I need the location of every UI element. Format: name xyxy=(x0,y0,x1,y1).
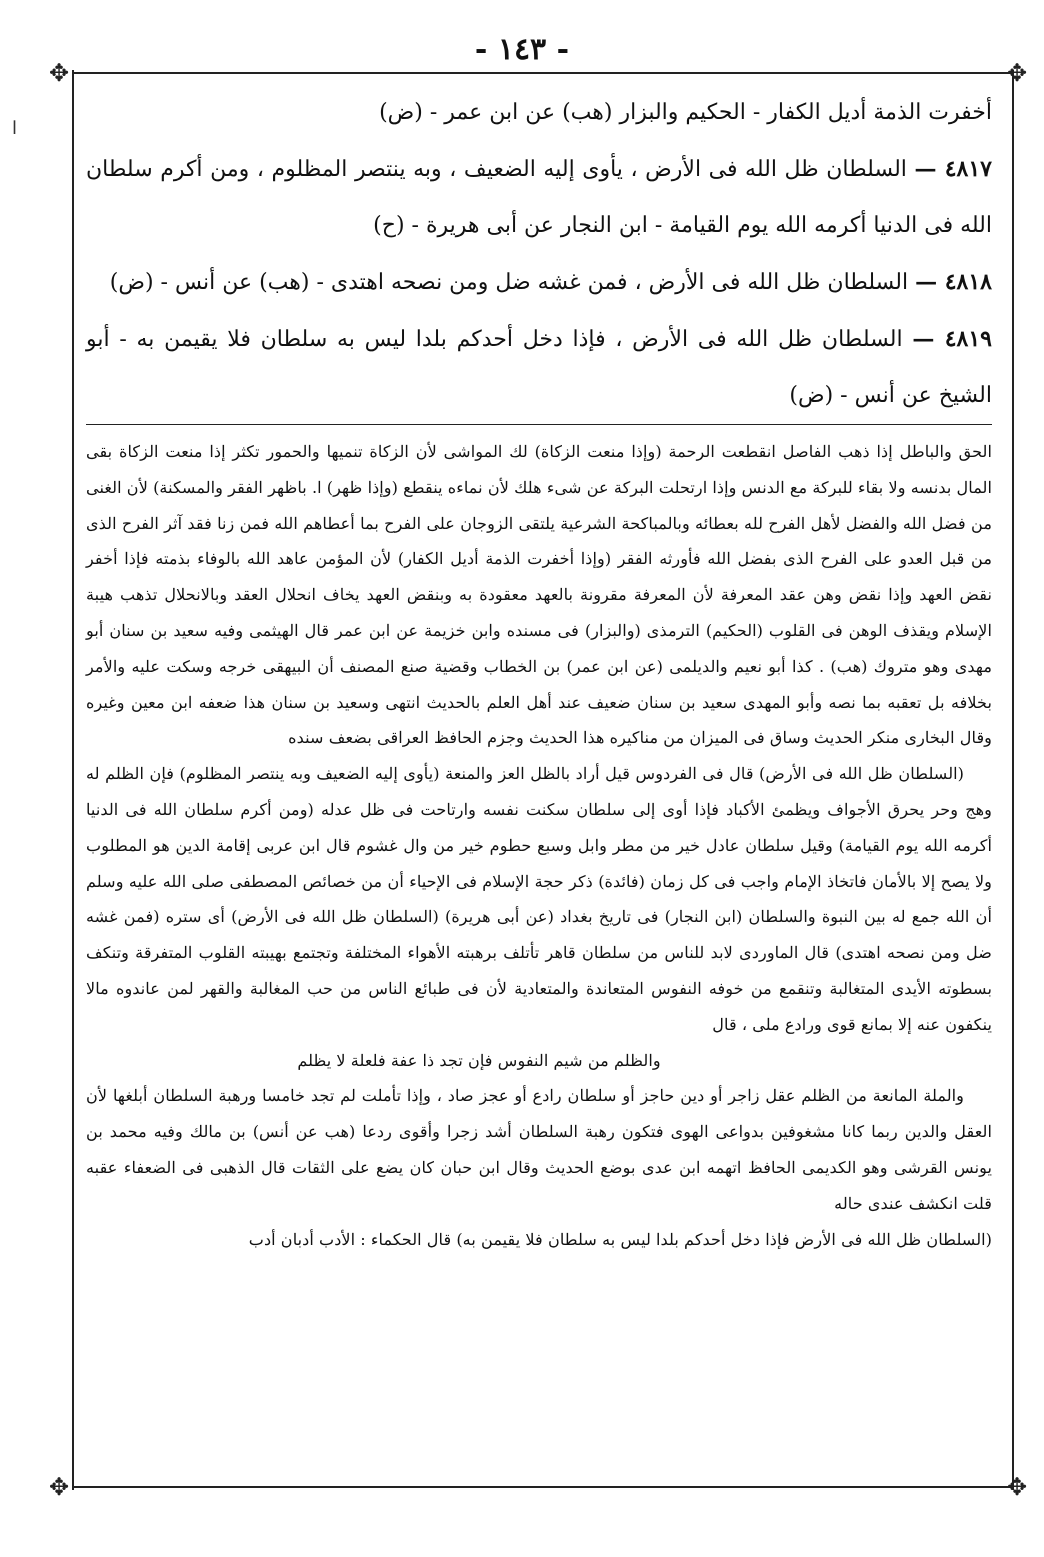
frame-top-rule xyxy=(72,72,1012,74)
hadith-text: السلطان ظل الله فى الأرض ، فمن غشه ضل ومن نصحه اهتدى - (هب) عن أنس - (ض) xyxy=(109,270,909,295)
hadith-text: السلطان ظل الله فى الأرض ، يأوى إليه الضعيف ، وبه ينتصر المظلوم ، ومن أكرم سلطان الله فى الدنيا أكرمه الله يوم القيامة - ابن النجار عن أبى هريرة - (ح) xyxy=(86,157,992,238)
hadith-section xyxy=(86,84,992,424)
frame-bottom-rule xyxy=(72,1486,1012,1488)
frame-right-rule xyxy=(1012,70,1014,1490)
ornament-bottom-right-icon: ✥ xyxy=(1006,1473,1028,1501)
hadith-number: ٤٨١٩ — xyxy=(912,326,992,352)
ornament-top-left-icon: ✥ xyxy=(48,59,70,87)
hadith-number: ٤٨١٨ — xyxy=(915,269,992,295)
hadith-entry xyxy=(86,311,992,424)
margin-mark: ا xyxy=(12,118,18,139)
commentary-paragraph: الحق والباطل إذا ذهب الفاصل انقطعت الرحمة (وإذا منعت الزكاة) لك المواشى لأن الزكاة تنميها والحمور تكثر إذا منعت الزكاة بقى المال بدنسه ولا بقاء للبركة مع الدنس وإذا ارتحلت البركة عن شىء هلك لأن نماءه ينقطع (وإذا ظهر) ا. باظهر الفقر والمسكنة) لأن الغنى من فضل الله والفضل لأهل الفرح لله بعطائه وبالمباكحة الشرعية يلتقى الزوجان على الفرح بما أعطاهم الله فمن زنا فقد آثر الفرح الذى من قبل العدو على الفرح الذى بفضل الله فأورثه الفقر (وإذا أخفرت الذمة أديل الكفار) لأن المؤمن عاهد الله بالوفاء بذمته فإذا أخفر نقض العهد وإذا نقض وهن عقد المعرفة لأن المعرفة مقرونة بالعهد معقودة به وبنقض العهد يخاف انحلال العقد وبالانحلال تذهب هيبة الإسلام ويقذف الوهن فى القلوب (الحكيم) الترمذى (والبزار) فى مسنده وابن خزيمة عن ابن عمر قال الهيثمى وفيه سعيد بن سنان أبو مهدى وهو متروك (هب) . كذا أبو نعيم والديلمى (عن ابن عمر) بن الخطاب وقضية صنع المصنف أن البيهقى خرجه وسكت عليه والأمر بخلافه بل تعقبه بما نصه وأبو المهدى سعيد بن سنان ضعيف عند أهل العلم بالحديث انتهى وسعيد بن سنان هذا ضعفه ابن معين وغيره وقال البخارى منكر الحديث وساق فى الميزان من مناكيره هذا الحديث وجزم الحافظ العراقى بضعف سنده xyxy=(86,442,992,748)
commentary-section xyxy=(86,434,992,1257)
hadith-text: أخفرت الذمة أديل الكفار - الحكيم والبزار (هب) عن ابن عمر - (ض) xyxy=(379,100,992,125)
hadith-entry xyxy=(86,254,992,311)
ornament-bottom-left-icon: ✥ xyxy=(48,1473,70,1501)
commentary-paragraph: (السلطان ظل الله فى الأرض فإذا دخل أحدكم بلدا ليس به سلطان فلا يقيمن به) قال الحكماء : الأدب أدبان أدب xyxy=(248,1229,992,1249)
poetry-verse: والظلم من شيم النفوس فإن تجد ذا عفة فلعلة لا يظلم xyxy=(297,1050,661,1070)
commentary-paragraph: (السلطان ظل الله فى الأرض) قال فى الفردوس قيل أراد بالظل العز والمنعة (يأوى إليه الضعيف وبه ينتصر المظلوم) فإن الظلم له وهج وحر يحرق الأجواف ويظمئ الأكباد فإذا أوى إلى سلطان سكنت نفسه وارتاحت فى ظل عدله (ومن أكرم سلطان الله فى الدنيا أكرمه الله يوم القيامة) وقيل سلطان عادل خير من مطر وابل وسبع حطوم خير من وال غشوم قال ابن عربى إقامة الدين هو المطلوب ولا يصح إلا بالأمان فاتخاذ الإمام واجب فى كل زمان (فائدة) ذكر حجة الإسلام فى الإحياء أن من خصائص المصطفى صلى الله عليه وسلم أن الله جمع له بين النبوة والسلطان (ابن النجار) فى تاريخ بغداد (عن أبى هريرة) (السلطان ظل الله فى الأرض) أى ستره (فمن غشه ضل ومن نصحه اهتدى) قال الماوردى لابد للناس من سلطان قاهر تأتلف برهبته الأهواء المختلفة وتجتمع بهيبته القلوب المتفرقة وتنكف بسطوته الأيدى المتغالبة وتنقمع من خوفه النفوس المتعاندة والمتعادية لأن فى طبائع الناس من حب المغالبة والقهر لمن عاندوه مالا ينكفون عنه إلا بمانع قوى ورادع ملى ، قال xyxy=(86,764,992,1034)
commentary-paragraph: والملة المانعة من الظلم عقل زاجر أو دين حاجز أو سلطان رادع أو عجز صاد ، وإذا تأملت لم تجد خامسا ورهبة السلطان أبلغها لأن العقل والدين ربما كانا مشغوفين بدواعى الهوى فتكون رهبة السلطان أشد زجرا وأقوى ردعا (هب عن أنس) بن مالك وفيه محمد بن يونس القرشى وهو الكديمى الحافظ اتهمه ابن عدى بوضع الحديث وقال ابن حبان كان يضع على الثقات قال الذهبى فى الضعفاء عقبه قلت انكشف عندى حاله xyxy=(86,1086,992,1213)
ornament-top-right-icon: ✥ xyxy=(1006,59,1028,87)
section-divider xyxy=(86,424,992,425)
hadith-number: ٤٨١٧ — xyxy=(914,156,992,182)
frame-left-rule xyxy=(72,70,74,1490)
hadith-text: السلطان ظل الله فى الأرض ، فإذا دخل أحدكم بلدا ليس به سلطان فلا يقيمن به - أبو الشيخ عن أنس - (ض) xyxy=(86,327,992,408)
page-number: - ١٤٣ - xyxy=(474,32,570,67)
hadith-entry xyxy=(86,141,992,254)
hadith-entry xyxy=(86,84,992,141)
